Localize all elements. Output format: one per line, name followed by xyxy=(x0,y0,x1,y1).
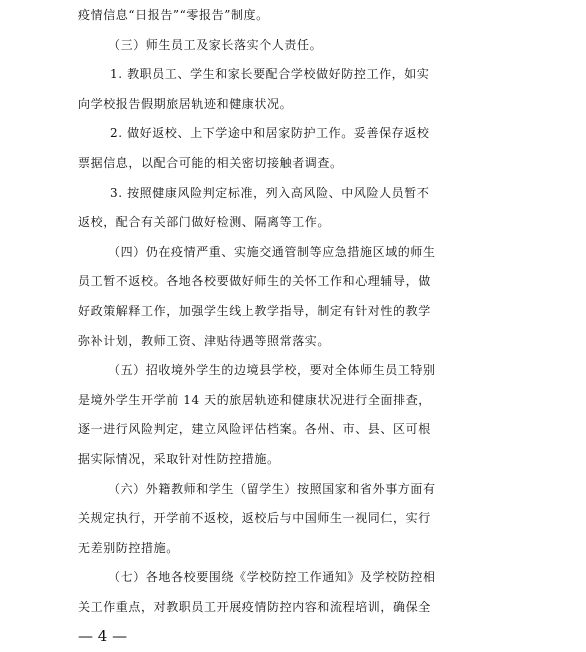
text-line: 弥补计划，教师工资、津贴待遇等照常落实。 xyxy=(78,334,331,348)
text-line: 关规定执行，开学前不返校，返校后与中国师生一视同仁，实行 xyxy=(78,511,431,525)
text-line: 据实际情况，采取针对性防控措施。 xyxy=(78,452,280,466)
text-line: 2. 做好返校、上下学途中和居家防护工作。妥善保存返校 xyxy=(110,126,430,140)
section-heading: （三）师生员工及家长落实个人责任。 xyxy=(108,38,323,52)
text-line: 无差别防控措施。 xyxy=(78,541,179,555)
section-heading: （六）外籍教师和学生（留学生）按照国家和省外事方面有 xyxy=(108,482,436,496)
text-line: 返校，配合有关部门做好检测、隔离等工作。 xyxy=(78,215,331,229)
text-line: 1. 教职员工、学生和家长要配合学校做好防控工作，如实 xyxy=(110,67,430,81)
section-heading: （五）招收境外学生的边境县学校，要对全体师生员工特别 xyxy=(108,363,436,377)
text-line: 疫情信息“日报告”“零报告”制度。 xyxy=(78,8,269,22)
text-line: 员工暂不返校。各地各校要做好师生的关怀工作和心理辅导，做 xyxy=(78,274,431,288)
section-heading: （四）仍在疫情严重、实施交通管制等应急措施区域的师生 xyxy=(108,245,436,259)
text-line: 关工作重点，对教职员工开展疫情防控内容和流程培训，确保全 xyxy=(78,600,431,614)
text-line: 向学校报告假期旅居轨迹和健康状况。 xyxy=(78,97,293,111)
text-line: 逐一进行风险判定，建立风险评估档案。各州、市、县、区可根 xyxy=(78,422,431,436)
section-heading: （七）各地各校要围绕《学校防控工作通知》及学校防控相 xyxy=(108,570,436,584)
text-line: 票据信息，以配合可能的相关密切接触者调查。 xyxy=(78,156,343,170)
page-number: — 4 — xyxy=(78,627,128,645)
text-line: 是境外学生开学前 14 天的旅居轨迹和健康状况进行全面排查， xyxy=(78,393,431,407)
text-line: 3. 按照健康风险判定标准，列入高风险、中风险人员暂不 xyxy=(110,186,430,200)
text-line: 好政策解释工作，加强学生线上教学指导，制定有针对性的教学 xyxy=(78,304,431,318)
